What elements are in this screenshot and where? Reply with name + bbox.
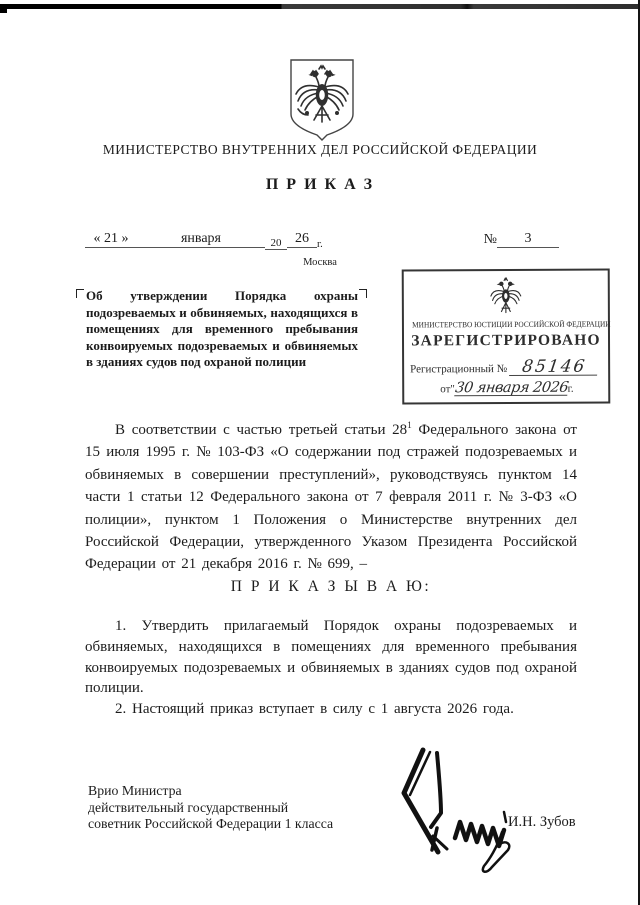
stamp-registered-label: ЗАРЕГИСТРИРОВАНО — [411, 331, 601, 350]
signer-position — [88, 783, 398, 833]
signer-position-line-1: Врио Министра — [88, 783, 182, 798]
preamble-rest: Федерального закона от 15 июля 1995 г. № 103-ФЗ «О содержании под стражей подозреваемых и обвиняемых в совершении преступлений», руководствуясь пунктом 14 части 1 статьи 12 Федерального закона от 7 февраля 2011 г. № 3-ФЗ «О полиции», пунктом 1 Положения о Министерстве внутренних дел Российской Федерации, утвержденного Указом Президента Российской Федерации от 21 декабря 2016 г. № 699, – — [85, 422, 577, 573]
order-subject-text: Об утверждении Порядка охраны подозреваемых и обвиняемых, находящихся в помещениях для временного пребывания конвоируемых подозреваемых и обвиняемых в зданиях судов под охраной полиции — [86, 288, 358, 370]
stamp-date-line — [440, 381, 600, 397]
registration-number-value: 85146 — [509, 360, 599, 376]
order-number-field: 3 — [497, 231, 559, 248]
signer-position-line-2: действительный государственный — [88, 799, 289, 815]
order-item-1: 1. Утвердить прилагаемый Порядок охраны подозреваемых и обвиняемых, находящихся в помещениях для временного пребывания конвоируемых подозреваемых и обвиняемых в зданиях судов под охраной полиции. — [85, 618, 577, 697]
order-subject — [86, 288, 358, 371]
stamp-date-suffix: г. — [567, 382, 574, 395]
stamp-date-label: от — [440, 383, 451, 396]
order-verb-line: П Р И К А З Ы В А Ю: — [230, 578, 432, 595]
preamble-lead: В соответствии с частью третьей статьи 28 — [115, 422, 408, 438]
stamp-ministry-line: МИНИСТЕРСТВО ЮСТИЦИИ РОССИЙСКОЙ ФЕДЕРАЦИИ — [412, 319, 611, 330]
date-month-field: января — [137, 231, 265, 248]
order-number-group — [484, 231, 559, 248]
date-number-row — [85, 231, 577, 257]
stamp-date-value: 30 января 2026 — [453, 379, 569, 397]
preamble-paragraph — [85, 419, 577, 576]
scan-edge-top — [0, 4, 640, 9]
year-prefix: 20 — [265, 237, 287, 250]
date-day-field — [85, 231, 137, 248]
signer-position-line-3: советник Российской Федерации 1 класса — [88, 816, 334, 832]
ministry-header: МИНИСТЕРСТВО ВНУТРЕННИХ ДЕЛ РОССИЙСКОЙ ФЕДЕРАЦИИ — [102, 142, 538, 157]
year-unit: г. — [317, 239, 323, 250]
order-items — [85, 616, 577, 720]
day-value: 21 — [104, 231, 118, 246]
close-quote: » — [121, 231, 129, 246]
footnote-superscript: 1 — [407, 420, 412, 430]
registration-number-label: Регистрационный № — [410, 362, 508, 376]
corner-mark-left — [76, 289, 84, 298]
open-quote: « — [93, 231, 101, 246]
stamp-registration-number-line — [410, 356, 602, 377]
handwritten-signature-icon — [395, 740, 525, 875]
order-item-2: 2. Настоящий приказ вступает в силу с 1 августа 2026 года. — [115, 701, 514, 718]
stamp-coat-of-arms-icon — [484, 275, 528, 317]
city-label: Москва — [303, 257, 337, 268]
corner-mark-right — [359, 289, 367, 298]
signer-name: И.Н. Зубов — [508, 814, 576, 830]
year-suffix-field: 26 — [287, 231, 317, 248]
number-sign: № — [483, 232, 497, 247]
justice-ministry-registration-stamp — [402, 269, 611, 405]
document-type-title: П Р И К А З — [265, 176, 375, 193]
scan-edge-nub — [0, 9, 7, 13]
coat-of-arms-icon — [286, 57, 358, 141]
stamp-date-quote: " — [450, 383, 455, 396]
